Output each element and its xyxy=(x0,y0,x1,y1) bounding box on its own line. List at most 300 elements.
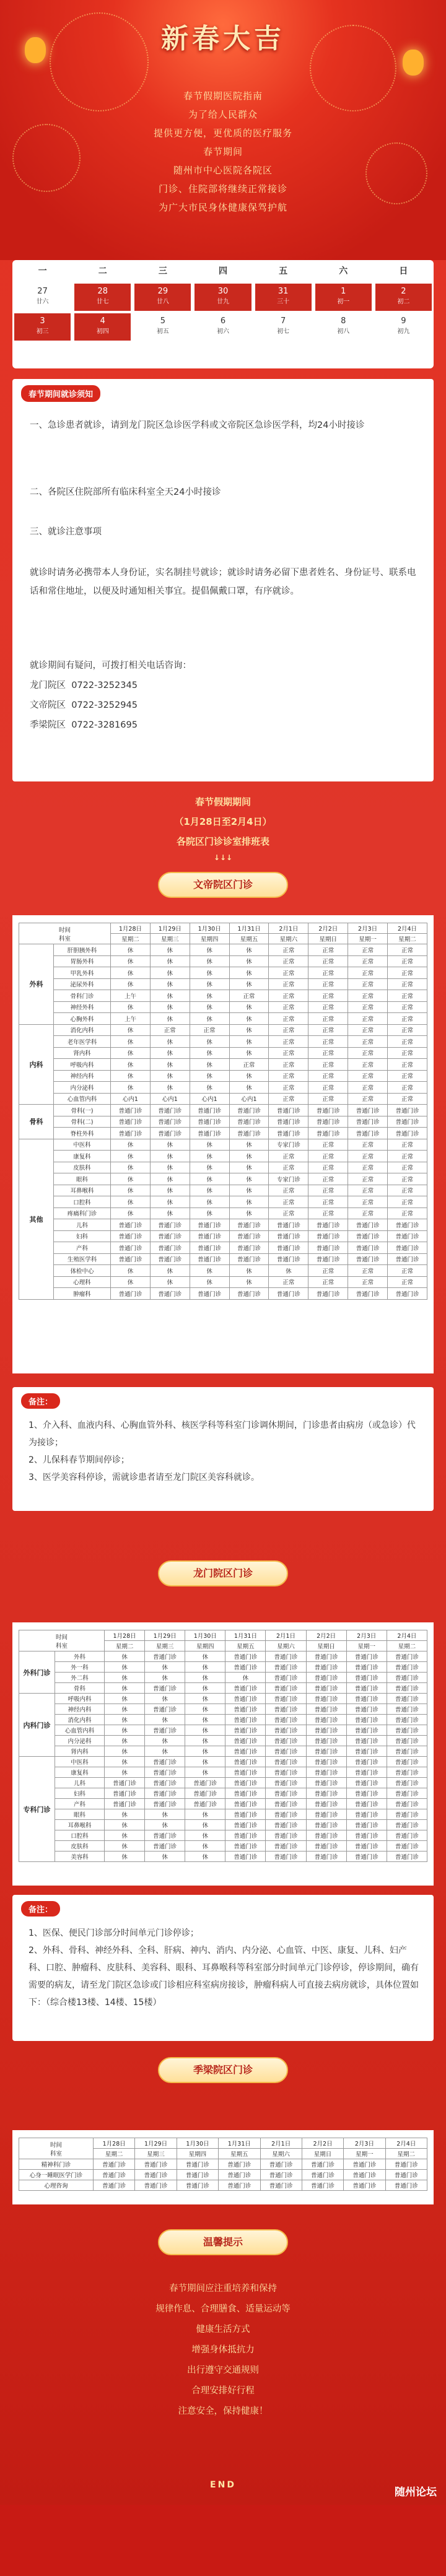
notice-item: 就诊期间有疑问，可拨打相关电话咨询： xyxy=(30,661,191,671)
table-row xyxy=(19,2180,427,2191)
schedule-cell: 普通门诊 xyxy=(269,1116,308,1128)
schedule-cell: 休 xyxy=(185,1830,225,1841)
weekday-header: 星期一 xyxy=(346,1641,387,1651)
schedule-cell: 普通门诊 xyxy=(308,1288,348,1300)
schedule-cell: 休 xyxy=(145,1746,185,1757)
schedule-cell: 普通门诊 xyxy=(225,1651,266,1662)
table-row xyxy=(19,1673,427,1683)
schedule-cell: 休 xyxy=(111,1070,151,1082)
schedule-cell: 正常 xyxy=(308,1162,348,1173)
schedule-cell: 普通门诊 xyxy=(266,1694,306,1704)
table-row xyxy=(19,1059,427,1071)
watermark-logo: 随州论坛 xyxy=(395,2486,437,2499)
schedule-cell: 普通门诊 xyxy=(260,2180,302,2191)
schedule-cell: 正常 xyxy=(348,1162,388,1173)
calendar-day xyxy=(195,313,251,341)
schedule-cell: 普通门诊 xyxy=(225,1852,266,1862)
longmen-campus-pill: 龙门院区门诊 xyxy=(158,1560,288,1586)
schedule-cell: 正常 xyxy=(308,1059,348,1071)
schedule-cell: 普通门诊 xyxy=(94,2159,135,2170)
schedule-heading-line: （1月28日至2月4日） xyxy=(174,816,272,827)
schedule-cell: 休 xyxy=(229,955,269,967)
schedule-cell: 正常 xyxy=(269,1151,308,1162)
dept-cell: 康复科 xyxy=(54,1151,111,1162)
day-number: 4 xyxy=(100,316,105,326)
schedule-cell: 普通门诊 xyxy=(105,1778,145,1788)
schedule-cell: 普通门诊 xyxy=(225,1704,266,1715)
schedule-cell: 正常 xyxy=(388,1001,427,1013)
schedule-cell: 休 xyxy=(229,1162,269,1173)
weekday-header: 星期五 xyxy=(229,934,269,944)
schedule-cell: 普通门诊 xyxy=(229,1288,269,1300)
table-row xyxy=(19,1736,427,1746)
group-cell: 外科门诊 xyxy=(19,1651,55,1694)
schedule-cell: 休 xyxy=(111,1276,151,1288)
corner-time-label: 时间 xyxy=(50,2141,62,2149)
schedule-cell: 正常 xyxy=(348,1093,388,1105)
date-header: 2月2日 xyxy=(308,923,348,934)
schedule-cell: 休 xyxy=(111,1151,151,1162)
table-row xyxy=(19,955,427,967)
schedule-cell: 普通门诊 xyxy=(387,1662,427,1673)
weekday-header: 星期三 xyxy=(135,2149,177,2159)
schedule-cell: 普通门诊 xyxy=(190,1128,229,1139)
calendar-day xyxy=(14,313,71,341)
schedule-cell: 普通门诊 xyxy=(145,1651,185,1662)
table-row xyxy=(19,1105,427,1116)
group-cell: 其他 xyxy=(19,1139,54,1299)
campus-name: 季梁院区 xyxy=(30,720,66,730)
day-number: 5 xyxy=(160,316,165,326)
schedule-cell: 休 xyxy=(185,1841,225,1852)
wendi-notes xyxy=(12,1387,434,1511)
schedule-cell: 普通门诊 xyxy=(388,1288,427,1300)
schedule-cell: 普通门诊 xyxy=(308,1116,348,1128)
schedule-cell: 专家门诊 xyxy=(269,1173,308,1185)
day-number: 3 xyxy=(40,316,45,326)
calendar-weekday-header xyxy=(12,260,434,282)
calendar-day xyxy=(315,313,372,341)
schedule-cell: 正常 xyxy=(348,1139,388,1151)
wendi-campus-pill: 文帝院区门诊 xyxy=(158,872,288,898)
schedule-cell: 休 xyxy=(150,1185,190,1196)
schedule-cell: 普通门诊 xyxy=(94,2180,135,2191)
schedule-cell: 休 xyxy=(229,967,269,979)
schedule-cell: 休 xyxy=(111,1196,151,1208)
dept-cell: 心血管内科 xyxy=(54,1093,111,1105)
schedule-cell: 正常 xyxy=(269,1185,308,1196)
schedule-cell: 休 xyxy=(111,1185,151,1196)
table-row xyxy=(19,1024,427,1036)
schedule-cell: 普通门诊 xyxy=(135,2180,177,2191)
longmen-schedule-table xyxy=(19,1630,427,1862)
schedule-cell: 休 xyxy=(229,1001,269,1013)
phone-number[interactable]: 0722-3252945 xyxy=(71,700,138,710)
schedule-cell: 正常 xyxy=(308,967,348,979)
schedule-cell: 正常 xyxy=(308,1196,348,1208)
schedule-cell: 普通门诊 xyxy=(219,2180,260,2191)
lunar-date: 初五 xyxy=(156,328,169,335)
note-item: 1、介入科、血液内科、心胸血管外科、核医学科等科室门诊调休期间，门诊患者由病房（或急诊）代为接诊； xyxy=(28,1421,416,1448)
schedule-cell: 休 xyxy=(145,1715,185,1725)
table-row xyxy=(19,1809,427,1820)
tip-line: 注意安全，保持健康！ xyxy=(178,2406,268,2416)
hero-line: 春节假期医院指南 xyxy=(183,90,263,102)
schedule-cell: 普通门诊 xyxy=(306,1704,346,1715)
schedule-cell: 正常 xyxy=(388,955,427,967)
calendar-day xyxy=(375,284,432,311)
schedule-cell: 休 xyxy=(190,1173,229,1185)
schedule-cell: 普通门诊 xyxy=(306,1694,346,1704)
schedule-cell: 正常 xyxy=(269,1001,308,1013)
schedule-cell: 普通门诊 xyxy=(308,1230,348,1242)
schedule-cell: 普通门诊 xyxy=(387,1683,427,1694)
schedule-cell: 正常 xyxy=(308,1047,348,1059)
dept-cell: 肿瘤科 xyxy=(54,1288,111,1300)
schedule-cell: 普通门诊 xyxy=(269,1105,308,1116)
weekday-header: 星期二 xyxy=(105,1641,145,1651)
schedule-cell: 正常 xyxy=(388,1173,427,1185)
table-row xyxy=(19,1116,427,1128)
notice-item: 三、就诊注意事项 xyxy=(30,527,102,537)
schedule-cell: 休 xyxy=(185,1694,225,1704)
date-header: 1月31日 xyxy=(219,2138,260,2149)
weekday-header: 星期四 xyxy=(185,1641,225,1651)
schedule-cell: 休 xyxy=(111,1047,151,1059)
day-number: 27 xyxy=(37,287,48,296)
schedule-cell: 正常 xyxy=(269,1047,308,1059)
dept-cell: 心身一睡眠医学门诊 xyxy=(19,2170,94,2180)
table-row xyxy=(19,1208,427,1219)
schedule-cell: 休 xyxy=(105,1820,145,1830)
schedule-cell: 休 xyxy=(150,944,190,956)
schedule-cell: 休 xyxy=(190,1139,229,1151)
schedule-cell: 普通门诊 xyxy=(388,1230,427,1242)
schedule-cell: 休 xyxy=(111,1162,151,1173)
schedule-cell: 正常 xyxy=(348,1276,388,1288)
schedule-cell: 正常 xyxy=(388,1162,427,1173)
schedule-cell: 休 xyxy=(145,1662,185,1673)
schedule-cell: 正常 xyxy=(348,1047,388,1059)
schedule-cell: 普通门诊 xyxy=(387,1694,427,1704)
lunar-date: 初七 xyxy=(277,328,290,335)
schedule-cell: 普通门诊 xyxy=(346,1852,387,1862)
schedule-cell: 普通门诊 xyxy=(111,1230,151,1242)
schedule-cell: 正常 xyxy=(229,1059,269,1071)
schedule-cell: 休 xyxy=(111,1139,151,1151)
schedule-cell: 普通门诊 xyxy=(225,1820,266,1830)
table-row xyxy=(19,1162,427,1173)
schedule-cell: 休 xyxy=(229,1151,269,1162)
visit-notice-card xyxy=(12,379,434,781)
schedule-cell: 普通门诊 xyxy=(225,1736,266,1746)
hero-line: 春节期间 xyxy=(203,146,243,157)
weekday-header: 星期六 xyxy=(269,934,308,944)
schedule-cell: 休 xyxy=(105,1694,145,1704)
schedule-cell: 休 xyxy=(229,1265,269,1277)
schedule-cell: 休 xyxy=(105,1673,145,1683)
schedule-cell: 普通门诊 xyxy=(190,1105,229,1116)
schedule-cell: 休 xyxy=(150,1276,190,1288)
schedule-cell: 普通门诊 xyxy=(225,1757,266,1767)
dept-cell: 美容科 xyxy=(55,1852,105,1862)
schedule-cell: 普通门诊 xyxy=(177,2170,218,2180)
date-header: 2月4日 xyxy=(385,2138,427,2149)
wendi-schedule-table xyxy=(19,923,427,1300)
schedule-cell: 休 xyxy=(190,1276,229,1288)
schedule-cell: 正常 xyxy=(308,1139,348,1151)
schedule-cell: 普通门诊 xyxy=(229,1219,269,1231)
schedule-cell: 普通门诊 xyxy=(266,1778,306,1788)
schedule-cell: 正常 xyxy=(150,1024,190,1036)
schedule-cell: 正常 xyxy=(308,1265,348,1277)
table-row xyxy=(19,1288,427,1300)
schedule-cell: 普通门诊 xyxy=(145,1799,185,1809)
schedule-cell: 普通门诊 xyxy=(306,1788,346,1799)
schedule-cell: 普通门诊 xyxy=(306,1715,346,1725)
schedule-cell: 休 xyxy=(105,1725,145,1736)
schedule-cell: 休 xyxy=(150,1139,190,1151)
phone-number[interactable]: 0722-3281695 xyxy=(71,720,138,730)
dept-cell: 康复科 xyxy=(55,1767,105,1778)
schedule-cell: 休 xyxy=(225,1673,266,1683)
schedule-cell: 正常 xyxy=(388,1208,427,1219)
schedule-cell: 普通门诊 xyxy=(346,1746,387,1757)
date-header: 1月28日 xyxy=(105,1630,145,1641)
table-row xyxy=(19,1830,427,1841)
schedule-cell: 正常 xyxy=(388,990,427,1002)
lunar-date: 初四 xyxy=(96,328,109,335)
schedule-cell: 正常 xyxy=(269,944,308,956)
schedule-cell: 普通门诊 xyxy=(225,1767,266,1778)
schedule-cell: 普通门诊 xyxy=(177,2159,218,2170)
schedule-cell: 正常 xyxy=(308,1151,348,1162)
schedule-cell: 休 xyxy=(105,1736,145,1746)
schedule-cell: 休 xyxy=(150,990,190,1002)
schedule-cell: 普通门诊 xyxy=(387,1799,427,1809)
schedule-cell: 普通门诊 xyxy=(111,1128,151,1139)
schedule-cell: 休 xyxy=(111,1059,151,1071)
group-cell: 外科 xyxy=(19,944,54,1025)
end-mark: END xyxy=(210,2480,236,2490)
schedule-cell: 休 xyxy=(150,1265,190,1277)
schedule-cell: 休 xyxy=(105,1757,145,1767)
schedule-cell: 休 xyxy=(185,1715,225,1725)
group-cell: 骨科 xyxy=(19,1105,54,1139)
phone-row xyxy=(30,676,420,695)
schedule-cell: 正常 xyxy=(308,1208,348,1219)
schedule-cell: 普通门诊 xyxy=(150,1253,190,1265)
weekday-header: 星期五 xyxy=(219,2149,260,2159)
schedule-cell: 普通门诊 xyxy=(346,1799,387,1809)
table-row xyxy=(19,990,427,1002)
schedule-cell: 普通门诊 xyxy=(190,1242,229,1254)
dept-cell: 呼吸内科 xyxy=(55,1694,105,1704)
dept-cell: 骨科(一) xyxy=(54,1105,111,1116)
lunar-date: 初九 xyxy=(397,328,410,335)
dept-cell: 耳鼻喉科 xyxy=(55,1820,105,1830)
table-row xyxy=(19,1683,427,1694)
longmen-notes xyxy=(12,1895,434,2041)
table-row xyxy=(19,1253,427,1265)
table-row xyxy=(19,1036,427,1048)
table-row xyxy=(19,967,427,979)
schedule-cell: 普通门诊 xyxy=(348,1116,388,1128)
table-row xyxy=(19,1082,427,1094)
schedule-cell: 普通门诊 xyxy=(387,1725,427,1736)
schedule-cell: 普通门诊 xyxy=(135,2170,177,2180)
dept-cell: 肝胆胰外科 xyxy=(54,944,111,956)
schedule-cell: 休 xyxy=(229,1036,269,1048)
schedule-cell: 普通门诊 xyxy=(387,1746,427,1757)
schedule-cell: 正常 xyxy=(269,1036,308,1048)
schedule-cell: 普通门诊 xyxy=(346,1809,387,1820)
schedule-cell: 休 xyxy=(185,1673,225,1683)
schedule-cell: 普通门诊 xyxy=(306,1651,346,1662)
dept-cell: 皮肤科 xyxy=(55,1841,105,1852)
schedule-cell: 普通门诊 xyxy=(266,1704,306,1715)
table-row xyxy=(19,1746,427,1757)
schedule-cell: 普通门诊 xyxy=(185,1788,225,1799)
lunar-date: 初三 xyxy=(36,328,49,335)
weekday-header: 星期四 xyxy=(177,2149,218,2159)
schedule-cell: 正常 xyxy=(308,1082,348,1094)
schedule-cell: 正常 xyxy=(388,1059,427,1071)
schedule-cell: 休 xyxy=(190,1036,229,1048)
schedule-cell: 普通门诊 xyxy=(229,1116,269,1128)
schedule-cell: 普通门诊 xyxy=(387,1788,427,1799)
table-row xyxy=(19,1704,427,1715)
schedule-cell: 休 xyxy=(150,1208,190,1219)
date-header: 1月29日 xyxy=(145,1630,185,1641)
schedule-cell: 普通门诊 xyxy=(219,2159,260,2170)
dept-cell: 甲乳外科 xyxy=(54,967,111,979)
schedule-cell: 普通门诊 xyxy=(150,1288,190,1300)
dept-cell: 生殖医学科 xyxy=(54,1253,111,1265)
schedule-cell: 正常 xyxy=(269,1093,308,1105)
schedule-cell: 普通门诊 xyxy=(346,1820,387,1830)
weekday-header: 星期二 xyxy=(111,934,151,944)
schedule-cell: 休 xyxy=(185,1852,225,1862)
schedule-cell: 正常 xyxy=(308,1036,348,1048)
dept-cell: 泌尿外科 xyxy=(54,978,111,990)
schedule-cell: 普通门诊 xyxy=(346,1841,387,1852)
schedule-cell: 正常 xyxy=(348,1265,388,1277)
table-row xyxy=(19,1276,427,1288)
lunar-date: 初八 xyxy=(337,328,350,335)
schedule-cell: 正常 xyxy=(308,955,348,967)
schedule-cell: 正常 xyxy=(388,1265,427,1277)
date-header: 2月1日 xyxy=(269,923,308,934)
schedule-cell: 普通门诊 xyxy=(346,1830,387,1841)
calendar-week-row xyxy=(12,282,434,312)
date-header: 2月3日 xyxy=(346,1630,387,1641)
schedule-cell: 普通门诊 xyxy=(177,2180,218,2191)
schedule-cell: 普通门诊 xyxy=(105,1799,145,1809)
jiliang-schedule-table-card xyxy=(12,2130,434,2204)
dept-cell: 中医科 xyxy=(54,1139,111,1151)
schedule-cell: 休 xyxy=(185,1683,225,1694)
dept-cell: 疼痛科门诊 xyxy=(54,1208,111,1219)
schedule-cell: 普通门诊 xyxy=(266,1852,306,1862)
schedule-cell: 普通门诊 xyxy=(266,1651,306,1662)
table-row xyxy=(19,1001,427,1013)
calendar-day xyxy=(14,284,71,311)
schedule-cell: 普通门诊 xyxy=(306,1757,346,1767)
schedule-cell: 普通门诊 xyxy=(387,1673,427,1683)
dept-cell: 胃肠外科 xyxy=(54,955,111,967)
schedule-cell: 普通门诊 xyxy=(219,2170,260,2180)
lunar-date: 廿九 xyxy=(216,298,229,305)
schedule-heading-line: 各院区门诊诊室排班表 xyxy=(176,836,269,847)
schedule-cell: 普通门诊 xyxy=(348,1219,388,1231)
schedule-cell: 普通门诊 xyxy=(387,1778,427,1788)
table-row xyxy=(19,2170,427,2180)
schedule-cell: 休 xyxy=(105,1715,145,1725)
dept-cell: 神经外科 xyxy=(54,1001,111,1013)
schedule-cell: 休 xyxy=(111,1036,151,1048)
schedule-cell: 休 xyxy=(105,1767,145,1778)
corner-dept-label: 科室 xyxy=(56,1642,68,1650)
schedule-cell: 正常 xyxy=(308,1276,348,1288)
dept-cell: 体检中心 xyxy=(54,1265,111,1277)
schedule-cell: 心内1 xyxy=(111,1093,151,1105)
dept-cell: 外一科 xyxy=(55,1662,105,1673)
schedule-cell: 休 xyxy=(229,1208,269,1219)
lunar-date: 初六 xyxy=(216,328,229,335)
phone-number[interactable]: 0722-3252345 xyxy=(71,681,138,690)
schedule-cell: 普通门诊 xyxy=(266,1725,306,1736)
schedule-cell: 正常 xyxy=(388,1276,427,1288)
schedule-cell: 上午 xyxy=(111,1013,151,1025)
table-row xyxy=(19,1151,427,1162)
weekday-label: 三 xyxy=(158,266,167,276)
schedule-heading-line: 春节假期期间 xyxy=(195,796,251,807)
table-row xyxy=(19,944,427,956)
schedule-cell: 休 xyxy=(145,1852,185,1862)
schedule-cell: 正常 xyxy=(269,1070,308,1082)
schedule-cell: 休 xyxy=(269,1265,308,1277)
calendar-day xyxy=(315,284,372,311)
lunar-date: 初二 xyxy=(397,298,410,305)
schedule-cell: 休 xyxy=(150,1162,190,1173)
schedule-cell: 普通门诊 xyxy=(266,1757,306,1767)
dept-cell: 消化内科 xyxy=(55,1715,105,1725)
schedule-cell: 正常 xyxy=(388,1082,427,1094)
schedule-cell: 普通门诊 xyxy=(229,1253,269,1265)
weekday-label: 四 xyxy=(218,266,227,276)
table-row xyxy=(19,1820,427,1830)
schedule-cell: 休 xyxy=(150,1070,190,1082)
schedule-cell: 休 xyxy=(229,1013,269,1025)
table-header-row xyxy=(19,1630,427,1641)
schedule-cell: 普通门诊 xyxy=(306,1725,346,1736)
weekday-header: 星期六 xyxy=(260,2149,302,2159)
schedule-cell: 普通门诊 xyxy=(346,1715,387,1725)
schedule-cell: 普通门诊 xyxy=(266,1767,306,1778)
schedule-cell: 正常 xyxy=(348,1036,388,1048)
schedule-cell: 正常 xyxy=(348,1151,388,1162)
table-row xyxy=(19,1242,427,1254)
table-row xyxy=(19,1128,427,1139)
schedule-cell: 休 xyxy=(185,1736,225,1746)
schedule-cell: 普通门诊 xyxy=(387,1715,427,1725)
schedule-cell: 休 xyxy=(190,1013,229,1025)
date-header: 1月29日 xyxy=(135,2138,177,2149)
schedule-cell: 休 xyxy=(111,944,151,956)
corner-dept-label: 科室 xyxy=(59,935,71,942)
holiday-calendar xyxy=(12,260,434,368)
